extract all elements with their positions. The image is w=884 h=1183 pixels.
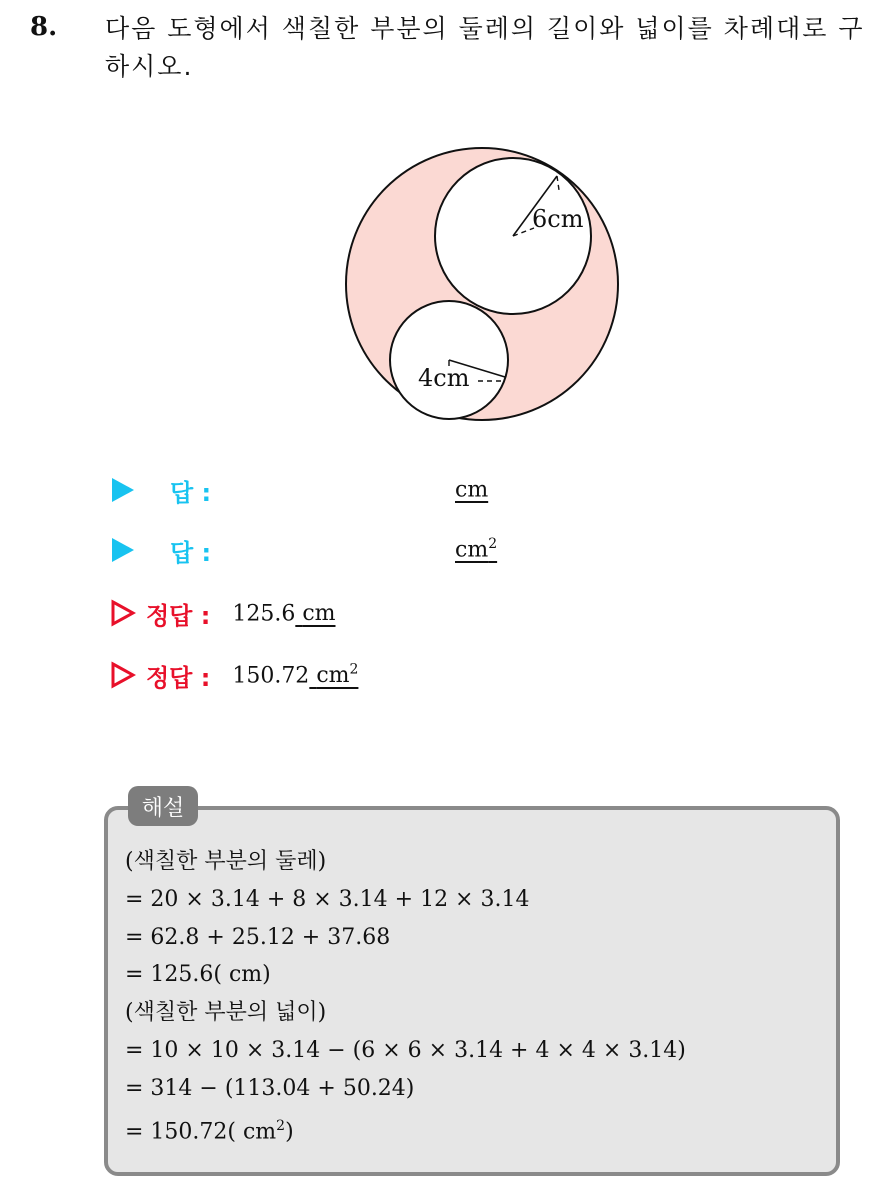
play-triangle-icon — [110, 475, 136, 505]
play-triangle-icon — [110, 535, 136, 565]
correct-row-1 — [110, 593, 336, 633]
explanation-line: = 125.6( cm) — [125, 962, 271, 988]
answer-label: 답 : — [170, 478, 212, 507]
correct-value: 125.6 cm — [232, 601, 336, 627]
explanation-line: = 314 − (113.04 + 50.24) — [125, 1075, 415, 1101]
answer-blank-2[interactable]: $cm^2$ — [455, 536, 498, 563]
explanation-lines — [125, 843, 686, 1151]
explanation-line: = 150.72( $cm^2$) — [125, 1117, 294, 1144]
explanation-line: = 20 × 3.14 + 8 × 3.14 + 12 × 3.14 — [125, 886, 530, 912]
small-radius-label: 4cm — [418, 364, 470, 392]
correct-label: 정답 : — [146, 601, 211, 630]
large-radius-label: 6cm — [532, 205, 584, 233]
answer-row-1 — [110, 470, 211, 510]
explanation-line: (색칠한 부분의 넓이) — [125, 1000, 327, 1026]
explanation-line: = 62.8 + 25.12 + 37.68 — [125, 924, 391, 950]
explanation-tag: 해설 — [128, 786, 198, 826]
correct-label: 정답 : — [146, 663, 211, 692]
correct-value: 150.72 $cm^2$ — [232, 661, 359, 689]
circle-figure — [330, 135, 630, 435]
question-text: 다음 도형에서 색칠한 부분의 둘레의 길이와 넓이를 차례대로 구하시오. — [105, 14, 865, 81]
answer-row-2 — [110, 530, 211, 570]
correct-row-2 — [110, 655, 358, 695]
answer-label: 답 : — [170, 538, 212, 567]
outline-triangle-icon — [110, 598, 136, 628]
question-number: 8. — [30, 12, 58, 42]
explanation-line: = 10 × 10 × 3.14 − (6 × 6 × 3.14 + 4 × 4 × 3.14) — [125, 1037, 686, 1063]
explanation-line: (색칠한 부분의 둘레) — [125, 849, 327, 874]
outline-triangle-icon — [110, 660, 136, 690]
answer-blank-1[interactable]: cm — [455, 477, 489, 503]
